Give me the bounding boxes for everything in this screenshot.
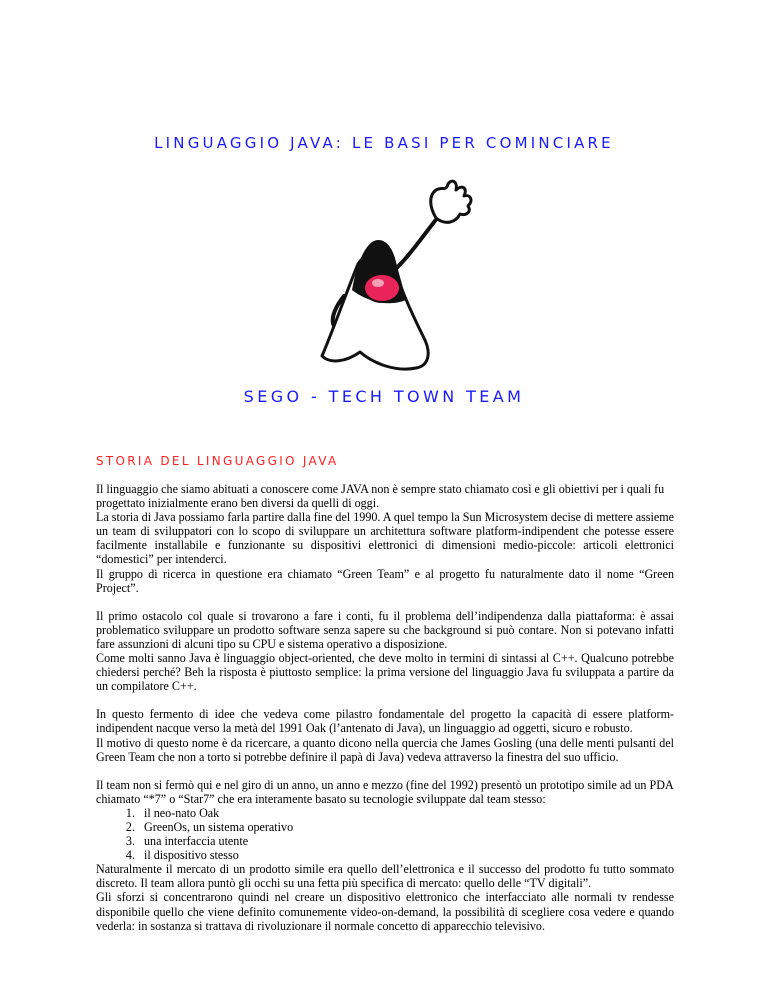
list-item: 2. GreenOs, un sistema operativo <box>138 820 674 834</box>
list-item: 3. una interfaccia utente <box>138 834 674 848</box>
paragraph: Naturalmente il mercato di un prodotto simile era quello dell’elettronica e il successo del prodotto fu tutto sommato discreto. Il team allora puntò gli occhi su una fetta più specifica di mercato: quello delle “TV digitali”. <box>96 862 674 891</box>
java-duke-mascot-icon <box>296 178 486 378</box>
numbered-list <box>96 806 674 862</box>
paragraph: Come molti sanno Java è linguaggio object-oriented, che deve molto in termini di sintassi al C++. Qualcuno potrebbe chiedersi perché? Beh la risposta è piuttosto semplice: la prima versione del linguaggio Java fu sviluppata a partire da un compilatore C++. <box>96 651 674 694</box>
list-item: 4. il dispositivo stesso <box>138 848 674 862</box>
paragraph: La storia di Java possiamo farla partire dalla fine del 1990. A quel tempo la Sun Microsystem decise di mettere assieme un team di sviluppatori con lo scopo di sviluppare un architettura software platform-indipendent che potesse essere facilmente installabile e funzionante su dispositivi elettronici di dimensioni medio-piccole: articoli elettronici “domestici” per intenderci. <box>96 510 674 567</box>
team-title: SEGO - TECH TOWN TEAM <box>243 387 525 406</box>
paragraph: Il linguaggio che siamo abituati a conoscere come JAVA non è sempre stato chiamato così e gli obiettivi per i quali fu progettato inizialmente erano ben diversi da quelli di oggi. <box>96 482 665 511</box>
document-title: LINGUAGGIO JAVA: LE BASI PER COMINCIARE <box>154 134 614 152</box>
paragraph: Il primo ostacolo col quale si trovarono a fare i conti, fu il problema dell’indipendenza dalla piattaforma: è assai problematico sviluppare un prodotto software senza sapere su che background si può contare. Non si potevano infatti fare assunzioni di alcuni tipo su CPU e sistema operativo a disposizione. <box>96 608 674 651</box>
paragraph: Il team non si fermò qui e nel giro di un anno, un anno e mezzo (fine del 1992) presentò un prototipo simile ad un PDA chiamato “*7” o “Star7” che era interamente basato su tecnologie sviluppate dal team stesso: <box>96 777 674 806</box>
section-heading: STORIA DEL LINGUAGGIO JAVA <box>96 454 339 468</box>
paragraph: Gli sforzi si concentrarono quindi nel creare un dispositivo elettronico che interfacciato alle normali tv rendesse disponibile quello che viene definito comunemente video-on-demand, la possibilità di scegliere cosa vedere e quando vederla: in sostanza si trattava di rivoluzionare il normale concetto di apparecchio televisivo. <box>96 890 674 933</box>
paragraph: In questo fermento di idee che vedeva come pilastro fondamentale del progetto la capacità di essere platform-indipendent nacque verso la metà del 1991 Oak (l’antenato di Java), un linguaggio ad oggetti, sicuro e robusto. <box>96 707 674 736</box>
paragraph: Il gruppo di ricerca in questione era chiamato “Green Team” e al progetto fu naturalmente dato il nome “Green Project”. <box>96 566 674 595</box>
list-item: 1. il neo-nato Oak <box>138 806 674 820</box>
body-text <box>96 482 674 933</box>
paragraph: Il motivo di questo nome è da ricercare, a quanto dicono nella quercia che James Gosling (una delle menti pulsanti del Green Team che non a torto si potrebbe definire il papà di Java) vedeva attraverso la finestra del suo ufficio. <box>96 735 674 764</box>
